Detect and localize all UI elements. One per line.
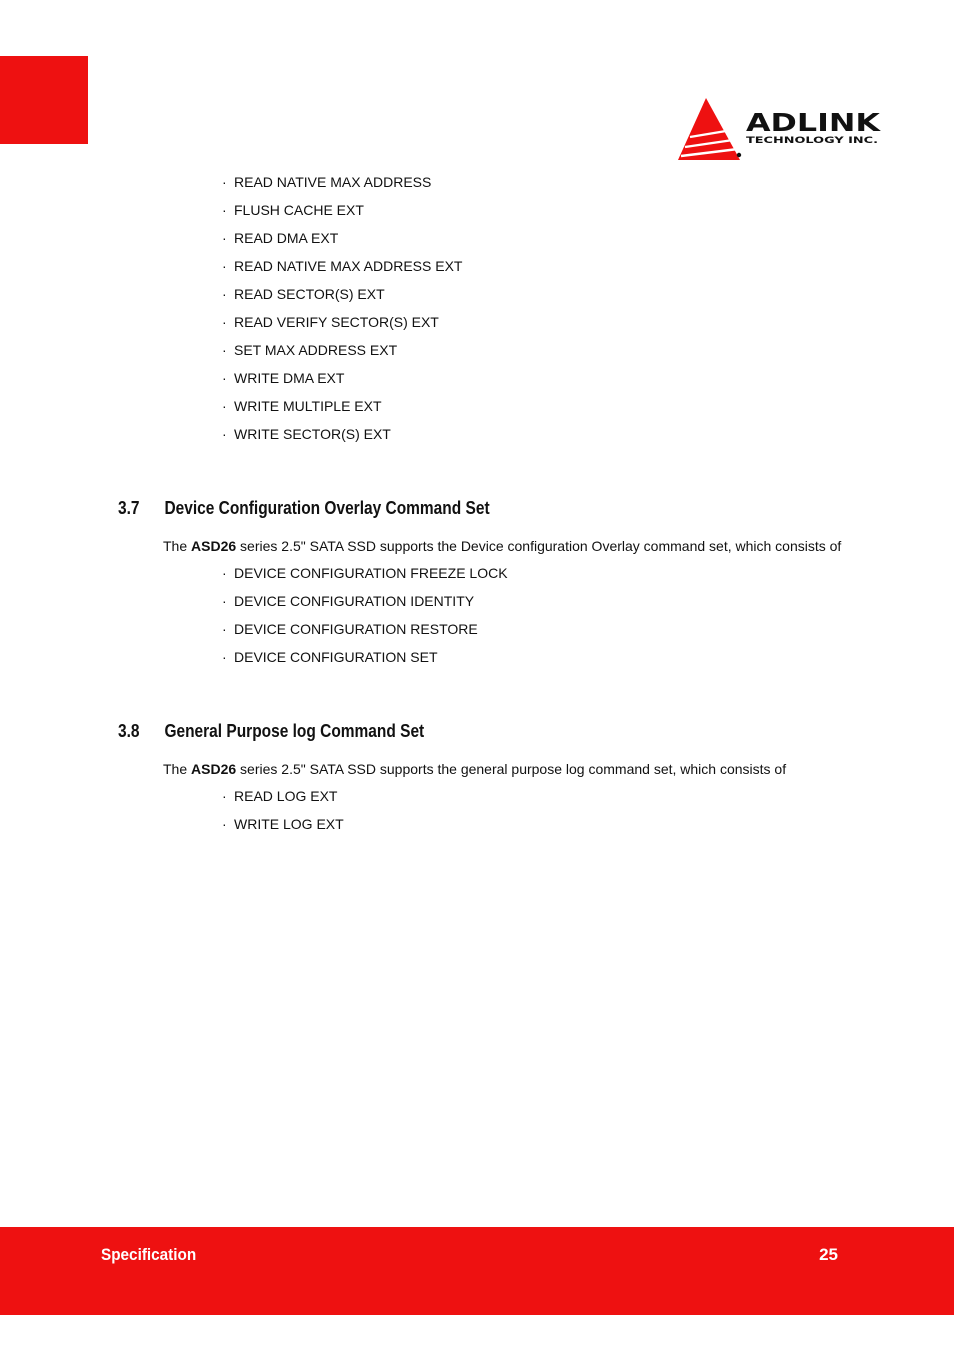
bullet-icon: ·	[222, 174, 227, 190]
list-item	[222, 370, 462, 398]
product-name: ASD26	[191, 538, 237, 554]
list-item	[222, 258, 462, 286]
bullet-icon: ·	[222, 342, 227, 358]
intro-prefix: The	[163, 761, 192, 777]
bullet-icon: ·	[222, 258, 227, 274]
bullet-icon: ·	[222, 370, 227, 386]
list-item	[222, 565, 508, 593]
product-name: ASD26	[191, 761, 237, 777]
bullet-icon: ·	[222, 593, 227, 609]
list-item-label: WRITE MULTIPLE EXT	[234, 398, 382, 414]
list-item	[222, 816, 344, 844]
section-heading-3-7	[118, 498, 490, 519]
list-item	[222, 426, 462, 454]
footer-bar	[0, 1227, 954, 1315]
list-item-label: READ NATIVE MAX ADDRESS EXT	[234, 258, 463, 274]
section-number: 3.7	[118, 498, 140, 518]
section-intro-3-8	[163, 761, 786, 777]
section-intro-3-7	[163, 538, 841, 554]
list-item	[222, 174, 462, 202]
list-item-label: WRITE SECTOR(S) EXT	[234, 426, 391, 442]
section-heading-3-8	[118, 721, 424, 742]
list-item	[222, 314, 462, 342]
bullet-icon: ·	[222, 565, 227, 581]
section-title: Device Configuration Overlay Command Set	[164, 498, 490, 518]
list-item-label: FLUSH CACHE EXT	[234, 202, 364, 218]
command-list-general	[222, 174, 462, 454]
list-item-label: READ NATIVE MAX ADDRESS	[234, 174, 432, 190]
list-item	[222, 649, 508, 677]
list-item	[222, 621, 508, 649]
list-item-label: WRITE LOG EXT	[234, 816, 344, 832]
section-number: 3.8	[118, 721, 140, 741]
list-item	[222, 593, 508, 621]
list-item	[222, 230, 462, 258]
page-number: 25	[819, 1245, 838, 1264]
list-item-label: DEVICE CONFIGURATION SET	[234, 649, 438, 665]
intro-suffix: series 2.5" SATA SSD supports the general purpose log command set, which consists of	[236, 761, 787, 777]
bullet-icon: ·	[222, 621, 227, 637]
list-item	[222, 398, 462, 426]
intro-prefix: The	[163, 538, 192, 554]
list-item-label: READ LOG EXT	[234, 788, 338, 804]
bullet-icon: ·	[222, 788, 227, 804]
list-item-label: DEVICE CONFIGURATION IDENTITY	[234, 593, 475, 609]
intro-suffix: series 2.5" SATA SSD supports the Device configuration Overlay command set, which consists of	[236, 538, 842, 554]
bullet-icon: ·	[222, 230, 227, 246]
section-title: General Purpose log Command Set	[164, 721, 425, 741]
logo-tagline-text: TECHNOLOGY INC.	[746, 136, 878, 146]
list-item-label: READ DMA EXT	[234, 230, 339, 246]
list-item-label: SET MAX ADDRESS EXT	[234, 342, 398, 358]
bullet-icon: ·	[222, 398, 227, 414]
bullet-icon: ·	[222, 202, 227, 218]
list-item-label: DEVICE CONFIGURATION RESTORE	[234, 621, 478, 637]
bullet-icon: ·	[222, 314, 227, 330]
footer-section-title: Specification	[101, 1245, 197, 1264]
list-item-label: WRITE DMA EXT	[234, 370, 345, 386]
bullet-icon: ·	[222, 426, 227, 442]
list-item	[222, 342, 462, 370]
bullet-icon: ·	[222, 649, 227, 665]
list-item-label: READ VERIFY SECTOR(S) EXT	[234, 314, 439, 330]
logo-brand-text: ADLINK	[746, 108, 882, 137]
list-item	[222, 202, 462, 230]
list-item	[222, 286, 462, 314]
header-corner-block	[0, 56, 88, 144]
command-list-dco	[222, 565, 508, 677]
adlink-logo	[676, 96, 882, 162]
list-item-label: READ SECTOR(S) EXT	[234, 286, 385, 302]
command-list-gpl	[222, 788, 344, 844]
list-item	[222, 788, 344, 816]
list-item-label: DEVICE CONFIGURATION FREEZE LOCK	[234, 565, 508, 581]
bullet-icon: ·	[222, 816, 227, 832]
bullet-icon: ·	[222, 286, 227, 302]
